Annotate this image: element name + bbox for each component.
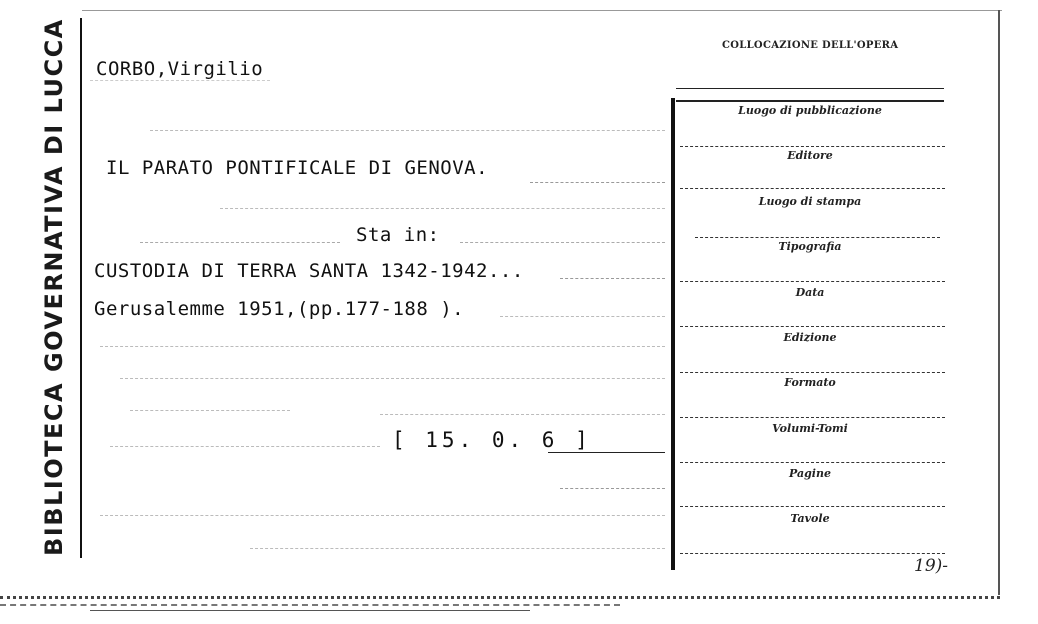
field-tipografia: Tipografia (778, 240, 842, 253)
guide-line (100, 515, 665, 516)
guide-line (90, 80, 270, 81)
imprint-line: Gerusalemme 1951,(pp.177-188 ). (94, 298, 465, 320)
field-edizione: Edizione (783, 331, 837, 344)
guide-line (150, 130, 665, 131)
author-heading: CORBO,Virgilio (96, 58, 264, 80)
card-bottom-edge-faint (0, 604, 620, 606)
field-line (680, 188, 945, 189)
field-line (680, 417, 945, 418)
guide-line (380, 414, 665, 415)
source-line: CUSTODIA DI TERRA SANTA 1342-1942... (94, 260, 524, 282)
guide-line (220, 208, 665, 209)
guide-line (530, 182, 665, 183)
card-bottom-edge-line (90, 610, 530, 611)
guide-line (130, 410, 290, 411)
shelfmark-underline (548, 452, 665, 453)
guide-line (560, 278, 665, 279)
guide-line (100, 346, 665, 347)
shelfmark: [ 15. 0. 6 ] (392, 428, 592, 452)
panel-left-rule (671, 98, 675, 570)
field-line (680, 146, 945, 147)
card-bottom-edge (0, 596, 1000, 599)
field-tavole: Tavole (790, 512, 830, 525)
panel-header-rule (676, 100, 944, 102)
guide-line (250, 548, 665, 549)
field-line (695, 237, 940, 238)
panel-top-rule (676, 88, 944, 89)
field-data: Data (795, 286, 825, 299)
field-luogo-di-stampa: Luogo di stampa (758, 195, 862, 208)
work-title: IL PARATO PONTIFICALE DI GENOVA. (106, 157, 489, 179)
field-editore: Editore (787, 149, 833, 162)
in-label: Sta in: (356, 224, 440, 246)
field-line (680, 506, 945, 507)
card-number: 19)- (914, 556, 949, 576)
field-formato: Formato (784, 376, 836, 389)
field-line (680, 553, 945, 554)
field-volumi-tomi: Volumi-Tomi (772, 422, 848, 435)
field-line (680, 462, 945, 463)
guide-line (560, 488, 665, 489)
guide-line (110, 446, 380, 447)
guide-line (460, 242, 665, 243)
guide-line (120, 378, 665, 379)
field-pagine: Pagine (789, 467, 831, 480)
guide-line (140, 242, 340, 243)
panel-title: COLLOCAZIONE DELL'OPERA (722, 40, 899, 51)
library-name-vertical: BIBLIOTECA GOVERNATIVA DI LUCCA (40, 18, 68, 556)
field-line (680, 281, 945, 282)
guide-line (500, 316, 665, 317)
card-right-border (998, 10, 1000, 595)
field-luogo-di-pubblicazione: Luogo di pubblicazione (738, 104, 882, 117)
card-top-border (82, 10, 1002, 11)
left-margin-rule (80, 18, 82, 558)
field-line (680, 372, 945, 373)
field-line (680, 326, 945, 327)
